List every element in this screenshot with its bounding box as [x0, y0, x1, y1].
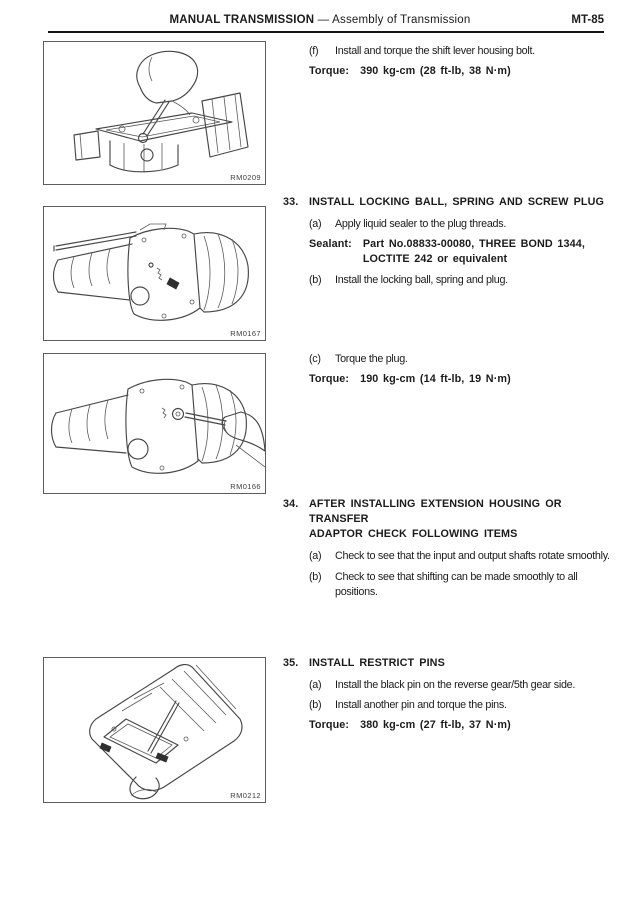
sealant-value: Part No.08833-00080, THREE BOND 1344, LOCTITE 242 or equivalent — [362, 238, 585, 265]
step-35a-text: Install the black pin on the reverse gear/5th gear side. — [335, 679, 576, 691]
figure-code: RM0209 — [230, 173, 261, 182]
figure-restrict-pins — [43, 657, 266, 803]
step-f-text: Install and torque the shift lever housing bolt. — [335, 45, 535, 57]
step-35b-item — [309, 698, 617, 713]
step-33a-item — [309, 217, 617, 232]
step-f-torque — [309, 64, 617, 79]
torque-label: Torque: — [309, 719, 350, 731]
torque-value: 190 kg-cm (14 ft-lb, 19 N·m) — [360, 373, 511, 385]
figure-torque-plug — [43, 353, 266, 494]
step-34-number: 34. — [283, 498, 299, 510]
step-34-number-spacer — [283, 527, 309, 542]
page-header — [0, 14, 640, 26]
step-34a-item — [309, 549, 617, 564]
torque-label: Torque: — [309, 65, 350, 77]
step-35-heading — [283, 656, 617, 671]
step-34a-label: (a) — [309, 550, 322, 562]
step-33b-text: Install the locking ball, spring and plug. — [335, 274, 508, 286]
step-35-title: INSTALL RESTRICT PINS — [309, 657, 445, 669]
step-34-heading-line2 — [283, 527, 617, 542]
step-34-title-line1: AFTER INSTALLING EXTENSION HOUSING OR TRANSFER — [309, 498, 562, 525]
figure-code: RM0212 — [230, 791, 261, 800]
page-number: MT-85 — [571, 14, 604, 26]
restrict-pins-illustration — [44, 658, 265, 802]
step-35-torque — [309, 718, 617, 733]
step-35a-item — [309, 678, 617, 693]
step-33-heading — [283, 195, 617, 210]
step-34-block — [283, 497, 617, 605]
step-35b-text: Install another pin and torque the pins. — [335, 699, 507, 711]
step-c-label: (c) — [309, 353, 321, 365]
manual-subsection-title: — Assembly of Transmission — [317, 14, 471, 26]
torque-value: 380 kg-cm (27 ft-lb, 37 N·m) — [360, 719, 511, 731]
torque-label: Torque: — [309, 373, 350, 385]
figure-code: RM0167 — [230, 329, 261, 338]
torque-bolt-illustration — [44, 42, 265, 184]
step-33-block — [283, 195, 617, 293]
step-34b-label: (b) — [309, 571, 322, 583]
header-rule — [48, 31, 604, 33]
step-34-heading — [283, 497, 617, 527]
step-f-block — [283, 44, 617, 84]
step-33b-label: (b) — [309, 274, 322, 286]
step-34b-item — [309, 570, 617, 600]
figure-shift-lever-housing-bolt — [43, 41, 266, 185]
figure-code: RM0166 — [230, 482, 261, 491]
step-f-item — [309, 44, 617, 59]
step-35-number: 35. — [283, 657, 299, 669]
step-33-number: 33. — [283, 196, 299, 208]
step-c-text: Torque the plug. — [335, 353, 408, 365]
step-c-item — [309, 352, 617, 367]
step-34b-text: Check to see that shifting can be made smoothly to all positions. — [335, 571, 578, 598]
transmission-case-illustration — [44, 207, 265, 340]
step-33-sealant — [309, 237, 617, 267]
step-f-label: (f) — [309, 45, 319, 57]
step-c-block — [283, 352, 617, 392]
step-33a-label: (a) — [309, 218, 322, 230]
step-33a-text: Apply liquid sealer to the plug threads. — [335, 218, 507, 230]
step-34a-text: Check to see that the input and output shafts rotate smoothly. — [335, 550, 610, 562]
step-35a-label: (a) — [309, 679, 322, 691]
torque-plug-illustration — [44, 354, 265, 493]
step-35b-label: (b) — [309, 699, 322, 711]
step-c-torque — [309, 372, 617, 387]
manual-section-title: MANUAL TRANSMISSION — [169, 14, 315, 26]
step-33-title: INSTALL LOCKING BALL, SPRING AND SCREW PLUG — [309, 196, 605, 208]
sealant-label: Sealant: — [309, 238, 352, 250]
figure-locking-ball-spring-plug — [43, 206, 266, 341]
step-34-title-line2: ADAPTOR CHECK FOLLOWING ITEMS — [309, 528, 518, 540]
torque-value: 390 kg-cm (28 ft-lb, 38 N·m) — [360, 65, 511, 77]
step-35-block — [283, 656, 617, 738]
step-33b-item — [309, 273, 617, 288]
